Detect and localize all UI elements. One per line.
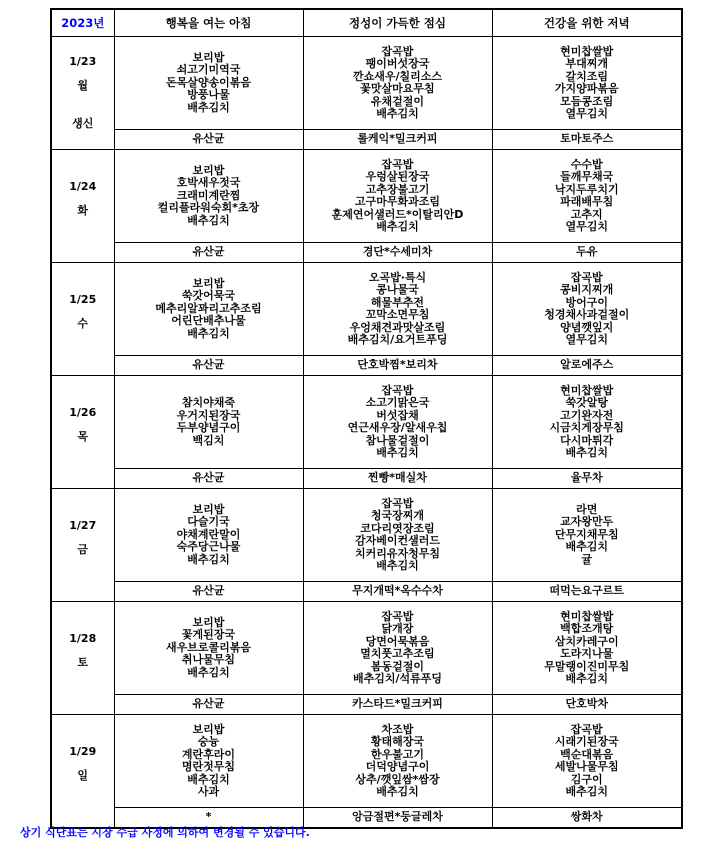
snack-dinner: 쌍화차 — [492, 808, 682, 829]
menu-item: 황태해장국 — [370, 735, 425, 748]
snack-lunch: 단호박찜*보리차 — [303, 356, 492, 376]
day-weekday: 화 — [77, 204, 89, 217]
menu-item: 멸치풋고추조림 — [360, 647, 435, 660]
menu-item: 무말랭이진미무침 — [544, 659, 630, 673]
menu-item: 고추지 — [570, 207, 603, 221]
menu-item: 라면 — [576, 502, 598, 516]
lunch-menu — [303, 263, 492, 356]
menu-item: 명란젓무침 — [181, 760, 236, 773]
menu-item: 잡곡밥 — [381, 383, 414, 397]
menu-item: 가지양파볶음 — [554, 82, 619, 95]
snack-lunch: 앙금절편*둥글레차 — [303, 808, 492, 829]
breakfast-menu — [114, 150, 303, 243]
menu-item: 컬리플라워숙회*초장 — [157, 201, 260, 215]
menu-item: 현미찹쌀밥 — [560, 383, 614, 397]
footer-note: 상기 식단표는 시장 수급 사정에 의하여 변경될 수 있습니다. — [20, 826, 310, 839]
menu-item: 상추/깻잎쌈*쌈장 — [355, 772, 440, 786]
menu-item: 메추리알꽈리고추조림 — [155, 301, 262, 315]
menu-item: 배추김치 — [187, 213, 230, 227]
menu-item: 들깨무채국 — [560, 170, 614, 183]
menu-item: 백합조개탕 — [560, 622, 614, 635]
header-row — [51, 9, 682, 37]
menu-item: 배추김치 — [187, 326, 230, 340]
menu-item: 배추김치 — [376, 785, 419, 798]
menu-item: 팽이버섯장국 — [365, 57, 430, 70]
menu-item: 깐쇼새우/칠리소스 — [352, 69, 443, 83]
menu-item: 크래미계란찜 — [176, 188, 241, 202]
menu-item: 백순대볶음 — [560, 747, 614, 761]
dinner-menu — [492, 263, 682, 356]
menu-item: 잡곡밥 — [570, 722, 603, 736]
dinner-menu — [492, 715, 682, 808]
snack-lunch: 찐빵*매실차 — [303, 469, 492, 489]
menu-item: 유채겉절이 — [370, 94, 425, 108]
day-cell — [51, 37, 114, 150]
day-cell — [51, 150, 114, 263]
dinner-menu — [492, 150, 682, 243]
snack-row — [51, 130, 682, 150]
menu-item: 소고기맑은국 — [365, 396, 430, 409]
day-row — [51, 602, 682, 695]
lunch-menu — [303, 37, 492, 130]
menu-item: 우렁살된장국 — [365, 170, 430, 183]
menu-item: 김구이 — [570, 772, 603, 786]
menu-item: 콩비지찌개 — [560, 283, 614, 296]
day-date: 1/25 — [69, 293, 97, 306]
menu-item: 훈제연어샐러드*이탈리안D — [331, 207, 464, 221]
menu-item: 세발나물무침 — [554, 760, 619, 773]
menu-item: 잡곡밥 — [381, 609, 414, 623]
day-row — [51, 376, 682, 469]
day-date: 1/28 — [69, 632, 97, 645]
snack-breakfast: 유산균 — [114, 469, 303, 489]
snack-dinner: 토마토주스 — [492, 130, 682, 150]
menu-item: 쑥갓알탕 — [565, 396, 608, 409]
day-weekday: 토 — [77, 656, 89, 669]
day-row — [51, 489, 682, 582]
snack-dinner: 알로에주스 — [492, 356, 682, 376]
breakfast-menu — [114, 263, 303, 356]
snack-row — [51, 243, 682, 263]
menu-item: 당면어묵볶음 — [365, 634, 430, 648]
day-date: 1/29 — [69, 745, 97, 758]
menu-item: 해물부추전 — [370, 295, 425, 309]
snack-row — [51, 356, 682, 376]
menu-item: 배추김치 — [376, 220, 419, 233]
snack-lunch: 경단*수세미차 — [303, 243, 492, 263]
lunch-menu — [303, 150, 492, 243]
menu-item: 부대찌개 — [565, 57, 608, 70]
day-weekday: 월 — [77, 79, 89, 92]
breakfast-menu — [114, 715, 303, 808]
snack-breakfast: 유산균 — [114, 356, 303, 376]
snack-breakfast: 유산균 — [114, 695, 303, 715]
snack-lunch: 카스타드*밀크커피 — [303, 695, 492, 715]
menu-item: 숭늉 — [197, 735, 220, 748]
menu-item: 현미찹쌀밥 — [560, 609, 614, 623]
menu-item: 배추김치/석류푸딩 — [352, 672, 443, 685]
menu-item: 꽃게된장국 — [181, 628, 236, 642]
snack-row — [51, 469, 682, 489]
snack-breakfast: 유산균 — [114, 130, 303, 150]
menu-item: 현미찹쌀밥 — [560, 44, 614, 58]
menu-item: 열무김치 — [565, 220, 608, 233]
menu-item: 배추김치 — [565, 446, 608, 459]
day-date: 1/23 — [69, 55, 97, 68]
menu-item: 잡곡밥 — [381, 496, 414, 510]
menu-item: 다슬기국 — [187, 515, 230, 529]
menu-item: 콩나물국 — [376, 283, 419, 296]
snack-lunch: 무지개떡*옥수수차 — [303, 582, 492, 602]
dinner-header: 건강을 위한 저녁 — [492, 9, 682, 37]
menu-item: 배추김치 — [565, 785, 608, 798]
menu-item: 숙주당근나물 — [176, 540, 241, 554]
dinner-menu — [492, 602, 682, 695]
menu-item: 계란후라이 — [181, 747, 236, 761]
day-date: 1/24 — [69, 180, 97, 193]
menu-item: 보리밥 — [192, 50, 225, 64]
day-cell — [51, 602, 114, 715]
snack-dinner: 두유 — [492, 243, 682, 263]
menu-item: 치커리유자청무침 — [354, 546, 440, 560]
lunch-menu — [303, 376, 492, 469]
menu-item: 갈치조림 — [565, 69, 608, 83]
menu-item: 취나물무침 — [181, 653, 236, 667]
menu-item: 도라지나물 — [560, 647, 614, 660]
day-row — [51, 263, 682, 356]
menu-item: 차조밥 — [381, 722, 414, 736]
menu-item: 배추김치 — [565, 672, 608, 685]
menu-item: 버섯잡채 — [376, 408, 419, 422]
menu-item: 어린단배추나물 — [171, 314, 246, 328]
menu-item: 참치야채죽 — [181, 396, 236, 409]
day-date: 1/27 — [69, 519, 97, 532]
menu-item: 청국장찌개 — [370, 509, 425, 522]
menu-item: 닭개장 — [381, 622, 414, 635]
day-weekday: 수 — [77, 317, 89, 330]
snack-row — [51, 582, 682, 602]
menu-item: 오곡밥·특식 — [368, 270, 427, 284]
menu-item: 참나물겉절이 — [365, 433, 430, 447]
lunch-menu — [303, 489, 492, 582]
menu-item: 우엉채견과맛살조림 — [349, 320, 446, 334]
menu-item: 감자베이컨샐러드 — [354, 534, 440, 547]
menu-item: 봄동겉절이 — [370, 659, 425, 673]
menu-item: 방어구이 — [565, 295, 608, 309]
menu-item: 열무김치 — [565, 333, 608, 346]
snack-dinner: 율무차 — [492, 469, 682, 489]
menu-item: 연근새우장/알새우칩 — [347, 421, 448, 434]
menu-item: 열무김치 — [565, 107, 608, 120]
menu-item: 잡곡밥 — [381, 44, 414, 58]
menu-item: 돈목살양송이볶음 — [165, 75, 251, 89]
day-cell — [51, 376, 114, 489]
menu-item: 방풍나물 — [187, 88, 230, 102]
menu-item: 보리밥 — [192, 502, 225, 516]
menu-item: 꽃맛살마요무침 — [360, 82, 435, 95]
menu-item: 사과 — [197, 785, 220, 798]
year-header: 2023년 — [51, 9, 114, 37]
dinner-menu — [492, 37, 682, 130]
snack-row — [51, 695, 682, 715]
menu-item: 시금치게장무침 — [549, 421, 624, 434]
menu-item: 청경채사과겉절이 — [544, 308, 630, 321]
day-row — [51, 37, 682, 130]
menu-item: 배추김치 — [376, 107, 419, 120]
menu-item: 단무지채무침 — [554, 527, 619, 541]
menu-item: 꼬막소면무침 — [365, 308, 430, 321]
menu-item: 배추김치 — [376, 559, 419, 572]
day-row — [51, 150, 682, 243]
snack-breakfast: 유산균 — [114, 243, 303, 263]
snack-lunch: 롤케익*밀크커피 — [303, 130, 492, 150]
day-row — [51, 715, 682, 808]
menu-item: 파래배무침 — [560, 195, 614, 208]
menu-item: 다시마튀각 — [560, 433, 614, 447]
menu-item: 배추김치 — [376, 446, 419, 459]
menu-item: 배추김치 — [187, 772, 230, 786]
lunch-menu — [303, 602, 492, 695]
menu-body — [51, 37, 682, 829]
breakfast-menu — [114, 489, 303, 582]
day-weekday: 일 — [77, 769, 89, 782]
menu-item: 배추김치 — [565, 540, 608, 554]
menu-item: 배추김치/요거트푸딩 — [347, 333, 448, 346]
menu-item: 삼치카레구이 — [554, 634, 619, 648]
lunch-menu — [303, 715, 492, 808]
lunch-header: 정성이 가득한 점심 — [303, 9, 492, 37]
menu-item: 배추김치 — [187, 665, 230, 679]
snack-breakfast: 유산균 — [114, 582, 303, 602]
menu-item: 보리밥 — [192, 722, 225, 736]
menu-item: 보리밥 — [192, 276, 225, 290]
menu-item: 두부양념구이 — [176, 421, 241, 434]
day-extra: 생신 — [72, 117, 94, 130]
menu-item: 고기완자전 — [560, 408, 614, 422]
dinner-menu — [492, 489, 682, 582]
snack-dinner: 떠먹는요구르트 — [492, 582, 682, 602]
menu-item: 수수밥 — [570, 157, 603, 171]
menu-item: 코다리엿장조림 — [360, 521, 435, 535]
menu-item: 귤 — [581, 552, 593, 566]
breakfast-menu — [114, 376, 303, 469]
menu-item: 백김치 — [192, 433, 225, 447]
menu-item: 보리밥 — [192, 163, 225, 177]
menu-item: 배추김치 — [187, 100, 230, 114]
menu-table — [50, 8, 683, 829]
menu-item: 모듬콩조림 — [560, 94, 614, 108]
menu-item: 우거지된장국 — [176, 408, 241, 422]
day-cell — [51, 715, 114, 829]
menu-item: 낙지두루치기 — [554, 182, 619, 196]
menu-item: 새우브로콜리볶음 — [165, 640, 251, 654]
menu-item: 쇠고기미역국 — [176, 63, 241, 77]
snack-dinner: 단호박차 — [492, 695, 682, 715]
menu-item: 양념깻잎지 — [560, 320, 614, 334]
day-weekday: 금 — [77, 543, 89, 556]
breakfast-header: 행복을 여는 아침 — [114, 9, 303, 37]
day-weekday: 목 — [77, 430, 89, 443]
breakfast-menu — [114, 602, 303, 695]
menu-item: 잡곡밥 — [381, 157, 414, 171]
menu-item: 고구마무화과조림 — [354, 195, 440, 208]
menu-item: 교자왕만두 — [560, 515, 614, 529]
menu-item: 배추김치 — [187, 552, 230, 566]
menu-item: 한우불고기 — [370, 747, 425, 761]
menu-item: 고추장불고기 — [365, 182, 430, 196]
day-cell — [51, 489, 114, 602]
menu-item: 보리밥 — [192, 615, 225, 629]
menu-item: 호박새우젓국 — [176, 176, 241, 190]
menu-item: 더덕양념구이 — [365, 760, 430, 773]
menu-item: 쑥갓어묵국 — [181, 289, 236, 303]
day-cell — [51, 263, 114, 376]
breakfast-menu — [114, 37, 303, 130]
snack-breakfast: * — [114, 808, 303, 829]
menu-item: 잡곡밥 — [570, 270, 603, 284]
menu-item: 야채계란말이 — [176, 527, 241, 541]
day-date: 1/26 — [69, 406, 97, 419]
dinner-menu — [492, 376, 682, 469]
menu-item: 시래기된장국 — [554, 735, 619, 748]
